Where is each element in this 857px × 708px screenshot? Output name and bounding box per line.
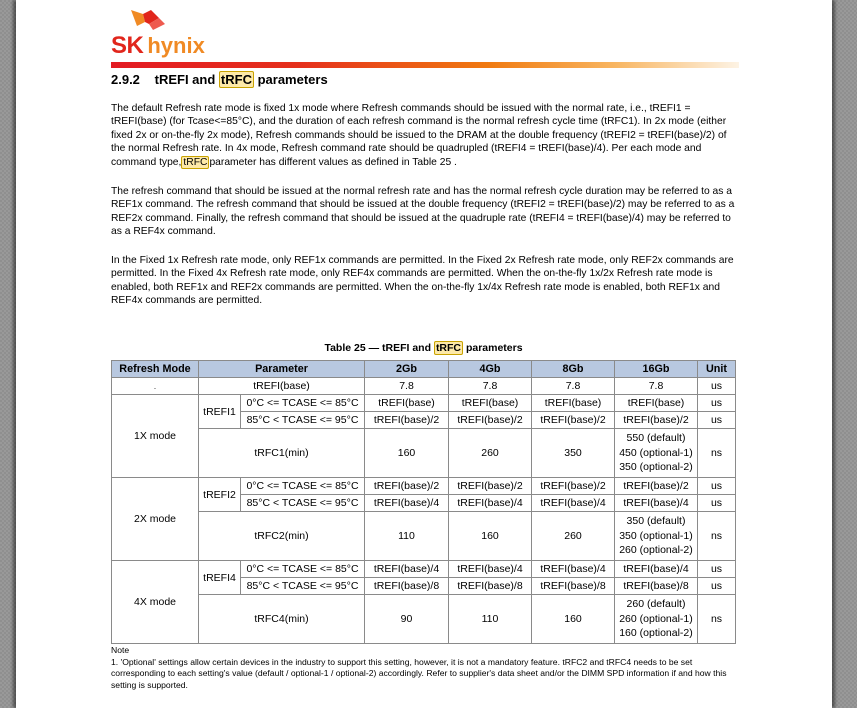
unit-cell: us <box>698 412 736 429</box>
trefi-label-cell: tREFI4 <box>199 561 241 595</box>
value-cell: tREFI(base) <box>449 395 532 412</box>
header-4gb: 4Gb <box>449 361 532 378</box>
search-highlight: tRFC <box>435 342 462 354</box>
value-cell: tREFI(base)/2 <box>365 478 449 495</box>
header-8gb: 8Gb <box>532 361 615 378</box>
value-cell: 260 <box>532 512 615 561</box>
table-note <box>111 645 741 691</box>
butterfly-logo-icon <box>129 8 169 34</box>
table-row <box>112 395 736 412</box>
value-cell-16gb <box>615 595 698 644</box>
header-16gb: 16Gb <box>615 361 698 378</box>
unit-cell: ns <box>698 429 736 478</box>
value-cell: 7.8 <box>365 378 449 395</box>
paragraph-1-text-after: parameter has different values as defined in Table 25 . <box>209 156 457 168</box>
value-cell: tREFI(base)/4 <box>365 561 449 578</box>
value-cell: tREFI(base) <box>615 395 698 412</box>
unit-cell: us <box>698 495 736 512</box>
unit-cell: us <box>698 578 736 595</box>
option-value: 350 (default) <box>626 515 686 528</box>
paragraph-3: In the Fixed 1x Refresh rate mode, only REF1x commands are permitted. In the Fixed 2x Refresh rate mode, only REF2x commands are permitted. In the Fixed 4x Refresh rate mode, only REF4x commands are permitted. When the on-the-fly 1x/2x Refresh rate mode is enabled, both REF1x and REF2x commands are permitted. When the on-the-fly 1x/4x Refresh rate mode is enabled, both REF1x and REF4x commands are permitted. <box>111 255 734 307</box>
section-title-after: parameters <box>257 72 328 87</box>
logo-sk: SK <box>111 32 144 59</box>
unit-cell: us <box>698 478 736 495</box>
value-cell: tREFI(base)/2 <box>532 478 615 495</box>
value-cell: 110 <box>365 512 449 561</box>
value-cell: tREFI(base)/2 <box>615 478 698 495</box>
paragraph-1 <box>111 102 741 169</box>
search-highlight: tRFC <box>220 72 252 87</box>
value-cell: tREFI(base)/2 <box>532 412 615 429</box>
refresh-mode-cell: 4X mode <box>112 561 199 644</box>
header-gradient-rule <box>111 62 739 68</box>
table-row <box>112 429 736 478</box>
trefi-trfc-table <box>111 360 736 644</box>
logo-hynix: hynix <box>147 33 205 58</box>
value-cell: 350 <box>532 429 615 478</box>
value-cell: 160 <box>449 512 532 561</box>
paragraph-2: The refresh command that should be issued at the normal refresh rate and has the normal refresh cycle duration may be referred to as a REF1x command. The refresh command that should be issued at the double frequency (tREFI2 = tREFI(base)/2) may be referred to as a REF2x command. Finally, the refresh command that should be issued at the quadruple rate (tREFI4 = tREFI(base)/4) may be referred to as a REF4x command. <box>111 186 735 238</box>
unit-cell: us <box>698 378 736 395</box>
option-value: 260 (optional-2) <box>619 544 693 557</box>
caption-after: parameters <box>465 342 523 354</box>
value-cell: 160 <box>532 595 615 644</box>
condition-cell: 85°C < TCASE <= 95°C <box>241 578 365 595</box>
refresh-mode-cell: 1X mode <box>112 395 199 478</box>
trefi-label-cell: tREFI2 <box>199 478 241 512</box>
parameter-cell: tRFC1(min) <box>199 429 365 478</box>
value-cell: tREFI(base)/2 <box>449 412 532 429</box>
table-row <box>112 512 736 561</box>
refresh-mode-cell: 2X mode <box>112 478 199 561</box>
table-row <box>112 595 736 644</box>
value-cell: tREFI(base)/2 <box>365 412 449 429</box>
parameter-cell: tREFI(base) <box>199 378 365 395</box>
value-cell: 260 <box>449 429 532 478</box>
value-cell-16gb <box>615 512 698 561</box>
value-cell: tREFI(base)/4 <box>449 495 532 512</box>
section-heading <box>111 72 328 87</box>
value-cell: tREFI(base) <box>365 395 449 412</box>
option-value: 160 (optional-2) <box>619 627 693 640</box>
condition-cell: 85°C < TCASE <= 95°C <box>241 412 365 429</box>
value-cell: tREFI(base)/8 <box>615 578 698 595</box>
section-number: 2.9.2 <box>111 72 140 87</box>
value-cell: 7.8 <box>615 378 698 395</box>
unit-cell: us <box>698 395 736 412</box>
condition-cell: 0°C <= TCASE <= 85°C <box>241 478 365 495</box>
refresh-mode-cell: . <box>112 378 199 395</box>
value-cell: tREFI(base)/2 <box>449 478 532 495</box>
condition-cell: 85°C < TCASE <= 95°C <box>241 495 365 512</box>
condition-cell: 0°C <= TCASE <= 85°C <box>241 395 365 412</box>
header-2gb: 2Gb <box>365 361 449 378</box>
unit-cell: ns <box>698 512 736 561</box>
value-cell: 110 <box>449 595 532 644</box>
option-value: 550 (default) <box>626 432 686 445</box>
option-value: 260 (default) <box>626 598 686 611</box>
unit-cell: ns <box>698 595 736 644</box>
option-value: 350 (optional-2) <box>619 461 693 474</box>
value-cell: tREFI(base)/4 <box>532 495 615 512</box>
section-title-before: tREFI and <box>154 72 216 87</box>
caption-before: Table 25 — tREFI and <box>324 342 432 354</box>
paragraph-1-text: The default Refresh rate mode is fixed 1x mode where Refresh commands should be issued with the normal rate, i.e., tREFI1 = tREFI(base) (for Tcase<=85°C), and the duration of each refresh command is the normal refresh cycle time (tRFC1). In 2x mode (either fixed 2x or on-the-fly 2x mode), Refresh commands should be issued to the DRAM at the double frequency (tREFI2 = tREFI(base)/2) of the normal Refresh rate. In 4x mode, Refresh command rate should be quadrupled (tREFI4 = tREFI(base)/4). Per each mode and command type, <box>111 103 727 168</box>
table-row <box>112 378 736 395</box>
table-row <box>112 561 736 578</box>
header-refresh-mode: Refresh Mode <box>112 361 199 378</box>
header-parameter: Parameter <box>199 361 365 378</box>
value-cell: 7.8 <box>449 378 532 395</box>
option-value: 260 (optional-1) <box>619 612 693 625</box>
table-header-row <box>112 361 736 378</box>
option-value: 350 (optional-1) <box>619 529 693 542</box>
header-unit: Unit <box>698 361 736 378</box>
value-cell: tREFI(base)/8 <box>449 578 532 595</box>
value-cell: tREFI(base) <box>532 395 615 412</box>
trefi-label-cell: tREFI1 <box>199 395 241 429</box>
value-cell: 160 <box>365 429 449 478</box>
table-caption <box>111 342 736 354</box>
value-cell: tREFI(base)/4 <box>615 561 698 578</box>
value-cell: tREFI(base)/4 <box>449 561 532 578</box>
option-value: 450 (optional-1) <box>619 446 693 459</box>
condition-cell: 0°C <= TCASE <= 85°C <box>241 561 365 578</box>
sk-hynix-logo <box>111 8 211 59</box>
value-cell: 7.8 <box>532 378 615 395</box>
value-cell: tREFI(base)/8 <box>365 578 449 595</box>
value-cell: tREFI(base)/4 <box>615 495 698 512</box>
parameter-cell: tRFC2(min) <box>199 512 365 561</box>
search-highlight: tRFC <box>183 156 208 168</box>
note-text: 1. 'Optional' settings allow certain devices in the industry to support this setting, however, it is not a mandatory feature. tRFC2 and tRFC4 needs to be set corresponding to each setting's value (default / optional-1 / optional-2) accordingly. Refer to supplier's data sheet and/or the DIMM SPD information if and how this setting is supported. <box>111 656 727 690</box>
document-page <box>16 0 832 708</box>
unit-cell: us <box>698 561 736 578</box>
value-cell-16gb <box>615 429 698 478</box>
parameter-cell: tRFC4(min) <box>199 595 365 644</box>
value-cell: tREFI(base)/2 <box>615 412 698 429</box>
table-row <box>112 478 736 495</box>
value-cell: 90 <box>365 595 449 644</box>
value-cell: tREFI(base)/8 <box>532 578 615 595</box>
value-cell: tREFI(base)/4 <box>532 561 615 578</box>
value-cell: tREFI(base)/4 <box>365 495 449 512</box>
note-title: Note <box>111 645 130 655</box>
